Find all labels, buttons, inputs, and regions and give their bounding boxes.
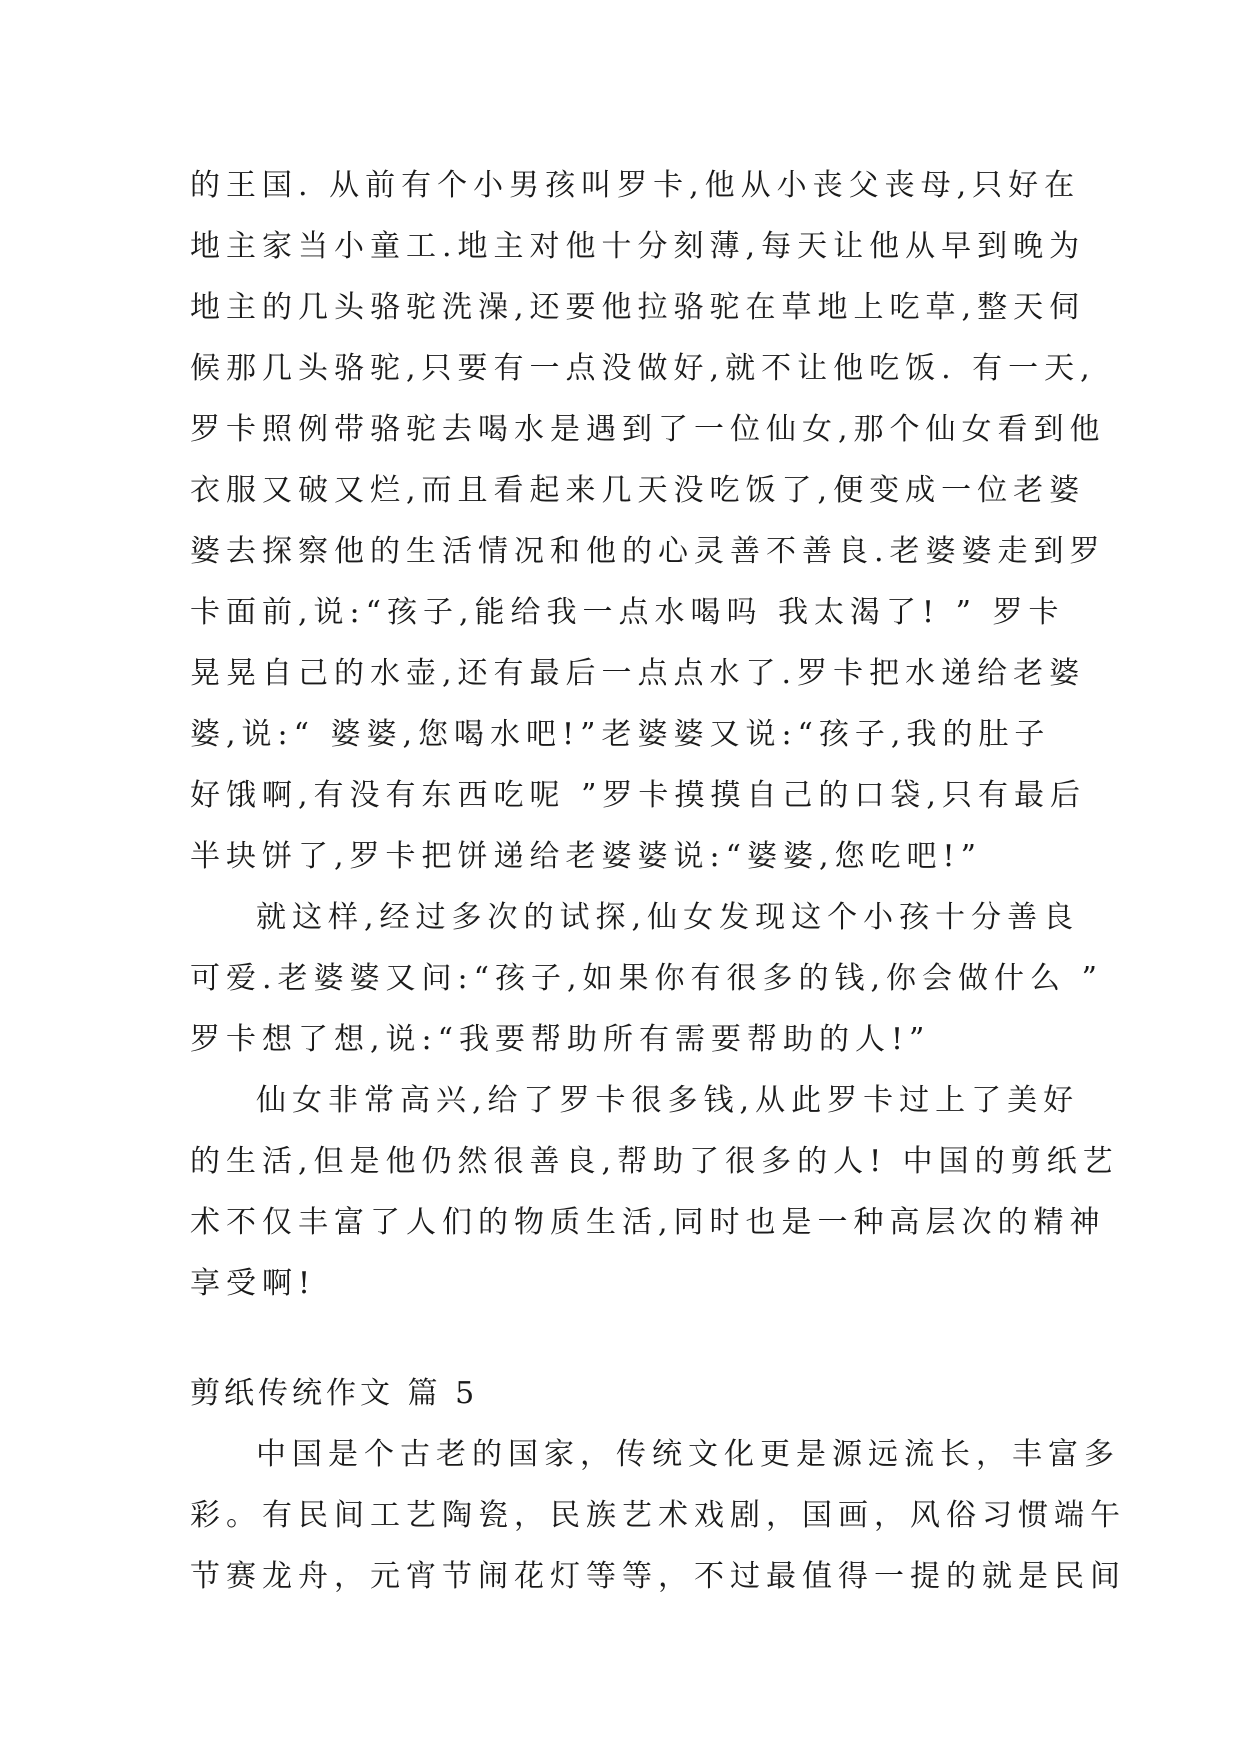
text-line: 罗卡照例带骆驼去喝水是遇到了一位仙女,那个仙女看到他 — [190, 412, 1106, 447]
text-line: 术不仅丰富了人们的物质生活,同时也是一种高层次的精神 — [190, 1205, 1106, 1240]
text-line: 婆,说:“ 婆婆,您喝水吧!”老婆婆又说:“孩子,我的肚子 — [190, 717, 1051, 752]
text-line: 中国是个古老的国家，传统文化更是源远流长，丰富多 — [256, 1437, 1120, 1472]
text-line: 婆去探察他的生活情况和他的心灵善不善良.老婆婆走到罗 — [190, 534, 1106, 569]
section-heading: 剪纸传统作文 篇 5 — [190, 1376, 479, 1411]
text-line: 候那几头骆驼,只要有一点没做好,就不让他吃饭. 有一天, — [190, 351, 1096, 386]
text-line: 节赛龙舟，元宵节闹花灯等等，不过最值得一提的就是民间 — [190, 1559, 1126, 1594]
text-line: 仙女非常高兴,给了罗卡很多钱,从此罗卡过上了美好 — [256, 1083, 1080, 1118]
text-line: 晃晃自己的水壶,还有最后一点点水了.罗卡把水递给老婆 — [190, 656, 1086, 691]
text-line: 可爱.老婆婆又问:“孩子,如果你有很多的钱,你会做什么 ” — [190, 961, 1103, 996]
text-line: 地主家当小童工.地主对他十分刻薄,每天让他从早到晚为 — [190, 229, 1086, 264]
text-line: 卡面前,说:“孩子,能给我一点水喝吗 我太渴了! ” 罗卡 — [190, 595, 1065, 630]
text-line: 的王国. 从前有个小男孩叫罗卡,他从小丧父丧母,只好在 — [190, 168, 1081, 203]
text-line: 的生活,但是他仍然很善良,帮助了很多的人! 中国的剪纸艺 — [190, 1144, 1119, 1179]
text-line: 半块饼了,罗卡把饼递给老婆婆说:“婆婆,您吃吧!” — [190, 839, 982, 874]
text-line: 地主的几头骆驼洗澡,还要他拉骆驼在草地上吃草,整天伺 — [190, 290, 1086, 325]
text-line: 罗卡想了想,说:“我要帮助所有需要帮助的人!” — [190, 1022, 931, 1057]
text-line: 就这样,经过多次的试探,仙女发现这个小孩十分善良 — [256, 900, 1080, 935]
text-line: 享受啊! — [190, 1266, 317, 1301]
text-line: 彩。有民间工艺陶瓷，民族艺术戏剧，国画，风俗习惯端午 — [190, 1498, 1126, 1533]
text-line: 好饿啊,有没有东西吃呢 ”罗卡摸摸自己的口袋,只有最后 — [190, 778, 1086, 813]
text-line: 衣服又破又烂,而且看起来几天没吃饭了,便变成一位老婆 — [190, 473, 1086, 508]
